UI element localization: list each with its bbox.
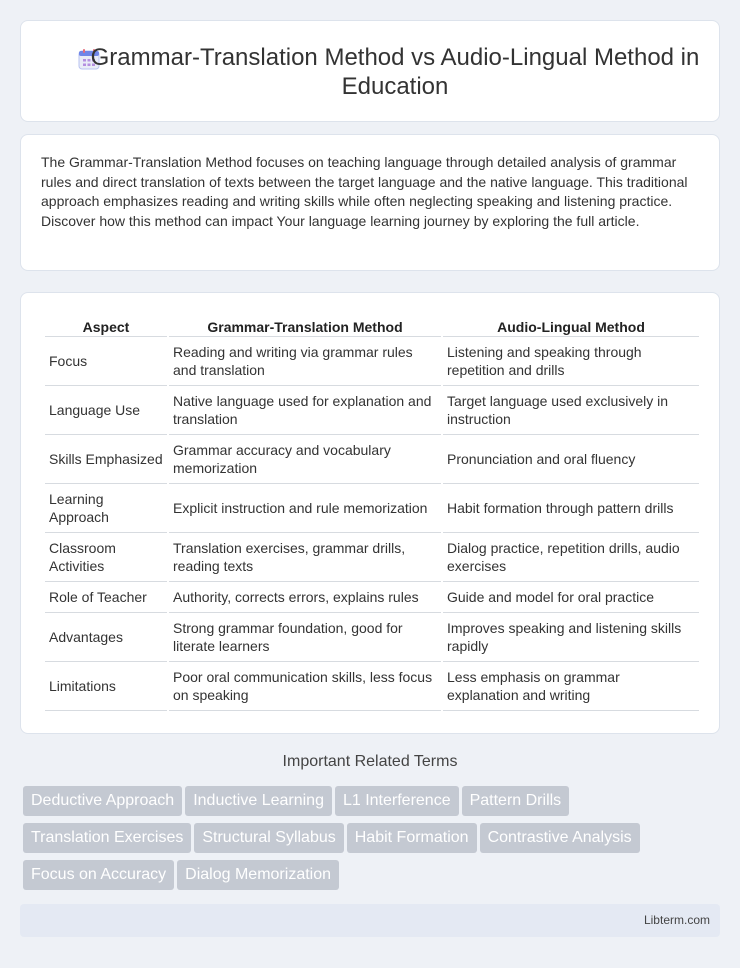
cell-grammar-translation: Translation exercises, grammar drills, reading texts <box>169 533 441 582</box>
tag-pattern-drills[interactable]: Pattern Drills <box>462 786 570 816</box>
cell-audio-lingual: Target language used exclusively in instruction <box>443 386 699 435</box>
cell-audio-lingual: Less emphasis on grammar explanation and writing <box>443 662 699 711</box>
related-terms-title: Important Related Terms <box>282 753 458 770</box>
cell-audio-lingual: Pronunciation and oral fluency <box>443 435 699 484</box>
cell-aspect: Advantages <box>45 613 167 662</box>
cell-audio-lingual: Listening and speaking through repetition and drills <box>443 337 699 386</box>
comparison-card <box>20 292 720 734</box>
page-title: Grammar-Translation Method vs Audio-Lingual Method in Education <box>90 44 700 100</box>
tag-contrastive-analysis[interactable]: Contrastive Analysis <box>480 823 640 853</box>
cell-aspect: Skills Emphasized <box>45 435 167 484</box>
tag-l1-interference[interactable]: L1 Interference <box>335 786 459 816</box>
table-row <box>45 386 699 435</box>
cell-grammar-translation: Strong grammar foundation, good for literate learners <box>169 613 441 662</box>
table-header-row <box>45 315 699 337</box>
comparison-table <box>43 315 701 711</box>
header-aspect: Aspect <box>45 315 167 337</box>
cell-aspect: Learning Approach <box>45 484 167 533</box>
related-terms-list <box>23 786 723 897</box>
footer-brand-link[interactable]: Libterm.com <box>643 913 710 927</box>
cell-audio-lingual: Dialog practice, repetition drills, audio exercises <box>443 533 699 582</box>
cell-aspect: Classroom Activities <box>45 533 167 582</box>
cell-grammar-translation: Reading and writing via grammar rules and translation <box>169 337 441 386</box>
tag-translation-exercises[interactable]: Translation Exercises <box>23 823 191 853</box>
cell-grammar-translation: Explicit instruction and rule memorization <box>169 484 441 533</box>
table-row <box>45 613 699 662</box>
table-row <box>45 582 699 613</box>
tag-inductive-learning[interactable]: Inductive Learning <box>185 786 332 816</box>
intro-card <box>20 134 720 271</box>
table-row <box>45 662 699 711</box>
tag-dialog-memorization[interactable]: Dialog Memorization <box>177 860 339 890</box>
header-grammar-translation: Grammar-Translation Method <box>169 315 441 337</box>
cell-grammar-translation: Authority, corrects errors, explains rules <box>169 582 441 613</box>
header-card <box>20 20 720 122</box>
table-row <box>45 484 699 533</box>
tag-focus-on-accuracy[interactable]: Focus on Accuracy <box>23 860 174 890</box>
cell-aspect: Limitations <box>45 662 167 711</box>
cell-audio-lingual: Habit formation through pattern drills <box>443 484 699 533</box>
cell-grammar-translation: Poor oral communication skills, less focus on speaking <box>169 662 441 711</box>
table-row <box>45 337 699 386</box>
header-audio-lingual: Audio-Lingual Method <box>443 315 699 337</box>
tag-deductive-approach[interactable]: Deductive Approach <box>23 786 182 816</box>
tag-habit-formation[interactable]: Habit Formation <box>347 823 477 853</box>
cell-audio-lingual: Guide and model for oral practice <box>443 582 699 613</box>
footer <box>20 904 720 937</box>
cell-grammar-translation: Grammar accuracy and vocabulary memorization <box>169 435 441 484</box>
table-row <box>45 435 699 484</box>
cell-grammar-translation: Native language used for explanation and translation <box>169 386 441 435</box>
cell-aspect: Focus <box>45 337 167 386</box>
table-row <box>45 533 699 582</box>
tag-structural-syllabus[interactable]: Structural Syllabus <box>194 823 343 853</box>
intro-text: The Grammar-Translation Method focuses on teaching language through detailed analysis of grammar rules and direct translation of texts between the target language and the native language. This traditional approach emphasizes reading and writing skills while often neglecting speaking and listening practice. Discover how this method can impact Your language learning journey by exploring the full article. <box>41 154 688 229</box>
cell-aspect: Language Use <box>45 386 167 435</box>
cell-audio-lingual: Improves speaking and listening skills rapidly <box>443 613 699 662</box>
cell-aspect: Role of Teacher <box>45 582 167 613</box>
